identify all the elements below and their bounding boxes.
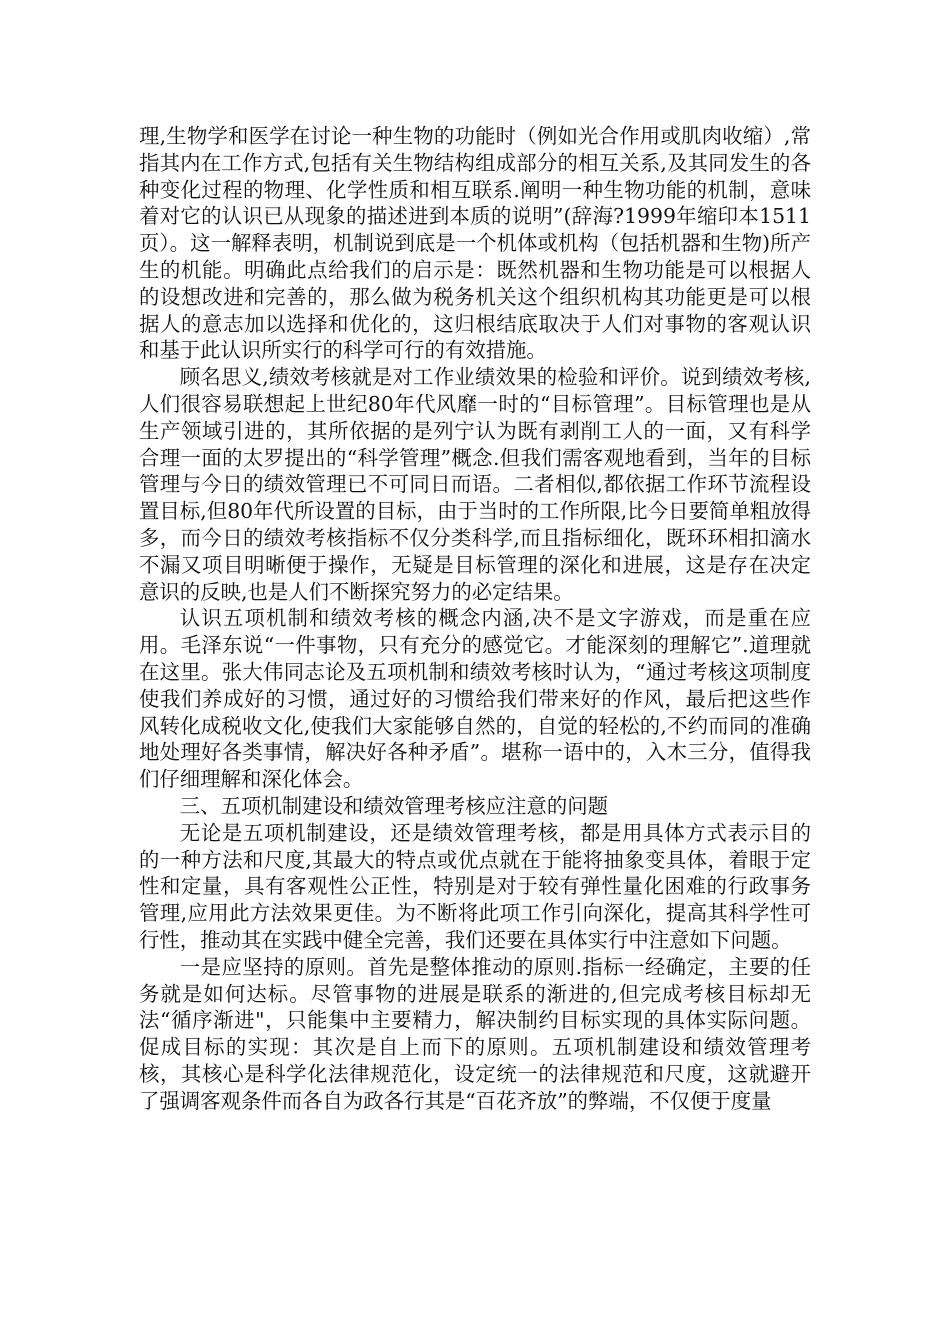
paragraph-1: 理,生物学和医学在讨论一种生物的功能时（例如光合作用或肌肉收缩）,常指其内在工作方式,包括有关生物结构组成部分的相互关系,及其同发生的各种变化过程的物理、化学性质和相互联系.阐明一种生物功能的机制，意味着对它的认识已从现象的描述进到本质的说明”(辞海?1999年缩印本1511页）。这一解释表明，机制说到底是一个机体或机构（包括机器和生物)所产生的机能。明确此点给我们的启示是：既然机器和生物功能是可以根据人的设想改进和完善的，那么做为税务机关这个组织机构其功能更是可以根据人的意志加以选择和优化的，这归根结底取决于人们对事物的客观认识和基于此认识所实行的科学可行的有效措施。 (139, 124, 811, 363)
paragraph-3: 认识五项机制和绩效考核的概念内涵,决不是文字游戏，而是重在应用。毛泽东说“一件事物，只有充分的感觉它。才能深刻的理解它”.道理就在这里。张大伟同志论及五项机制和绩效考核时认为，“通过考核这项制度使我们养成好的习惯，通过好的习惯给我们带来好的作风，最后把这些作风转化成税收文化,使我们大家能够自然的，自觉的轻松的,不约而同的准确地处理好各类事情，解决好各种矛盾”。堪称一语中的，入木三分，值得我们仔细理解和深化体会。 (139, 606, 811, 792)
paragraph-2: 顾名思义,绩效考核就是对工作业绩效果的检验和评价。说到绩效考核,人们很容易联想起上世纪80年代风靡一时的“目标管理”。目标管理也是从生产领域引进的，其所依据的是列宁认为既有剥削工人的一面，又有科学合理一面的太罗提出的“科学管理”概念.但我们需客观地看到，当年的目标管理与今日的绩效管理已不可同日而语。二者相似,都依据工作环节流程设置目标,但80年代所设置的目标，由于当时的工作所限,比今日要简单粗放得多，而今日的绩效考核指标不仅分类科学,而且指标细化，既环环相扣滴水不漏又项目明晰便于操作，无疑是目标管理的深化和进展，这是存在决定意识的反映,也是人们不断探究努力的必定结果。 (139, 365, 811, 604)
section-heading: 三、五项机制建设和绩效管理考核应注意的问题 (179, 793, 608, 818)
paragraph-5: 一是应坚持的原则。首先是整体推动的原则.指标一经确定，主要的任务就是如何达标。尽管事物的进展是联系的渐进的,但完成考核目标却无法“循序渐进"，只能集中主要精力，解决制约目标实现的具体实际问题。促成目标的实现：其次是自上而下的原则。五项机制建设和绩效管理考核，其核心是科学化法律规范化，设定统一的法律规范和尺度，这就避开了强调客观条件而各自为政各行其是“百花齐放”的弊端，不仅便于度量 (139, 954, 811, 1113)
paragraph-4: 无论是五项机制建设，还是绩效管理考核，都是用具体方式表示目的的一种方法和尺度,其最大的特点或优点就在于能将抽象变具体，着眼于定性和定量，具有客观性公正性，特别是对于较有弹性量化困难的行政事务管理,应用此方法效果更佳。为不断将此项工作引向深化，提高其科学性可行性，推动其在实践中健全完善，我们还要在具体实行中注意如下问题。 (139, 820, 811, 952)
document-body (139, 123, 811, 1114)
